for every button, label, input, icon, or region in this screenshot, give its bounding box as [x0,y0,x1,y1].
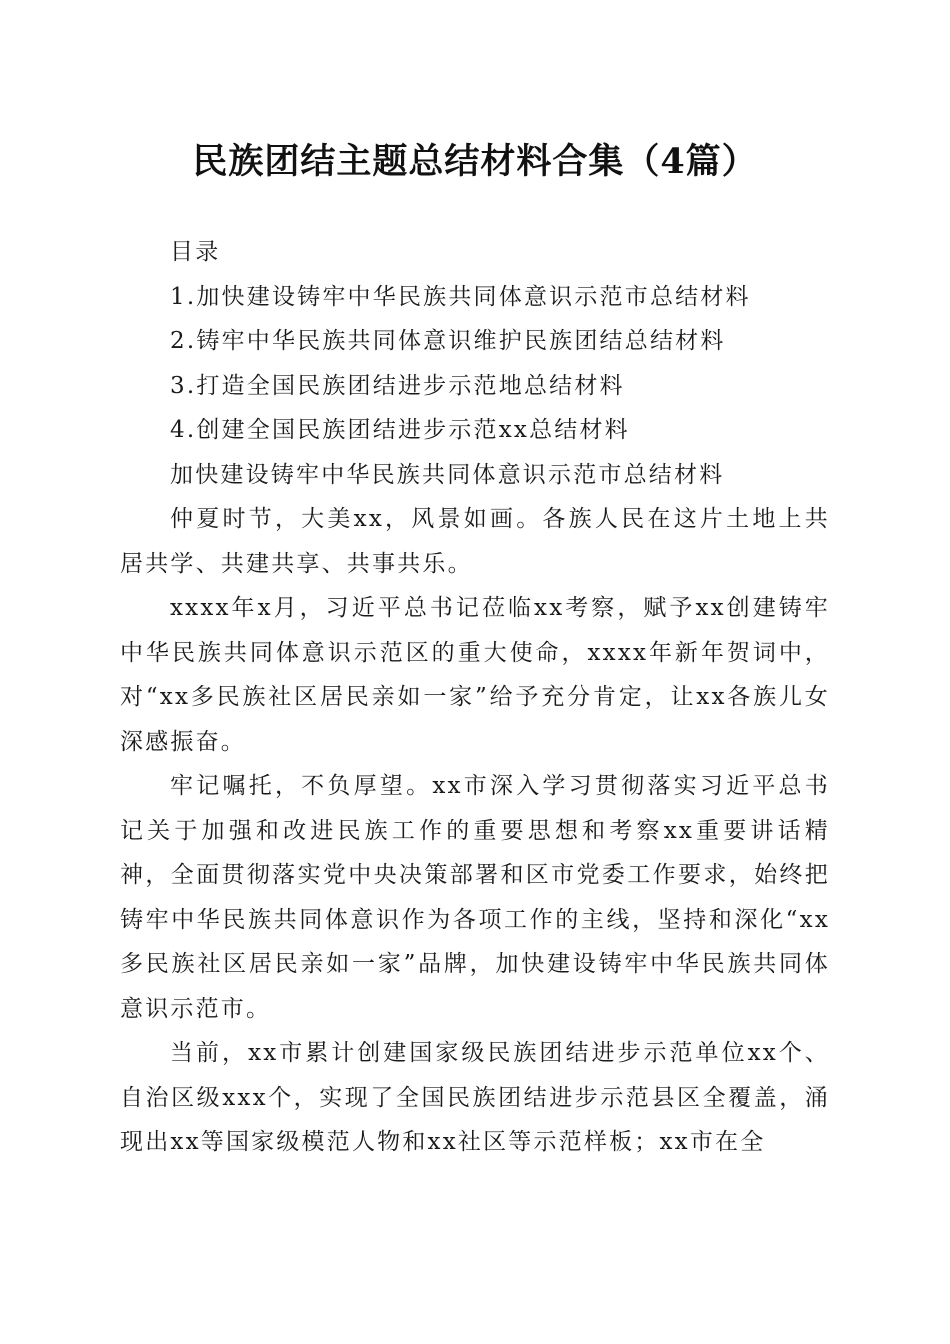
document-title: 民族团结主题总结材料合集（4篇） [192,141,758,182]
document-body [120,230,830,1165]
toc-item: 2.铸牢中华民族共同体意识维护民族团结总结材料 [170,328,726,354]
toc-item: 4.创建全国民族团结进步示范xx总结材料 [170,417,630,443]
paragraph: xxxx年x月，习近平总书记莅临xx考察，赋予xx创建铸牢中华民族共同体意识示范区的重大使命，xxxx年新年贺词中，对“xx多民族社区居民亲如一家”给予充分肯定，让xx各族儿女深感振奋。 [120,595,830,755]
toc-item: 1.加快建设铸牢中华民族共同体意识示范市总结材料 [170,283,751,310]
toc-label: 目录 [170,239,221,265]
section-heading: 加快建设铸牢中华民族共同体意识示范市总结材料 [170,461,725,488]
paragraph: 仲夏时节，大美xx，风景如画。各族人民在这片土地上共居共学、共建共享、共事共乐。 [120,506,830,577]
paragraph: 当前，xx市累计创建国家级民族团结进步示范单位xx个、自治区级xxx个，实现了全国民族团结进步示范县区全覆盖，涌现出xx等国家级模范人物和xx社区等示范样板；xx市在全 [120,1040,830,1155]
toc-item: 3.打造全国民族团结进步示范地总结材料 [170,372,625,399]
paragraph: 牢记嘱托，不负厚望。xx市深入学习贯彻落实习近平总书记关于加强和改进民族工作的重要思想和考察xx重要讲话精神，全面贯彻落实党中央决策部署和区市党委工作要求，始终把铸牢中华民族共同体意识作为各项工作的主线，坚持和深化“xx多民族社区居民亲如一家”品牌，加快建设铸牢中华民族共同体意识示范市。 [120,773,830,1022]
